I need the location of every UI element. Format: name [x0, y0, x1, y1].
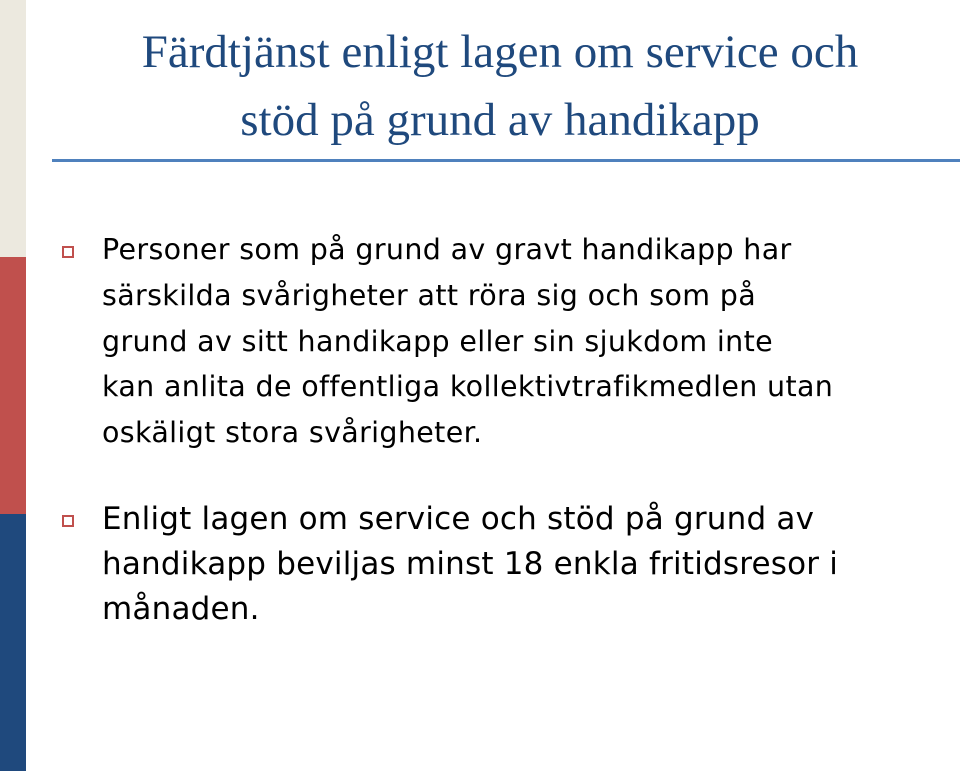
slide-title-line: Färdtjänst enligt lagen om service och — [141, 26, 859, 78]
bullet-text-line: särskilda svårigheter att röra sig och som på — [102, 278, 757, 312]
bullet-text-line: månaden. — [102, 591, 260, 627]
bullet-text-line: Personer som på grund av gravt handikapp har — [102, 233, 792, 266]
bullet-text — [102, 497, 838, 632]
bullet-text-line: grund av sitt handikapp eller sin sjukdom inte — [102, 324, 774, 358]
side-band-blue — [0, 514, 26, 771]
bullet-text-line: handikapp beviljas minst 18 enkla fritidsresor i — [102, 546, 839, 582]
bullet-text-line: oskäligt stora svårigheter. — [102, 416, 483, 450]
side-band-red — [0, 257, 26, 514]
square-bullet-icon — [62, 246, 74, 258]
square-bullet-icon — [62, 515, 74, 527]
bullet-text-line: Enligt lagen om service och stöd på grund av — [102, 501, 815, 537]
slide-title-line: stöd på grund av handikapp — [240, 94, 760, 146]
slide-title — [60, 18, 940, 154]
title-underline — [52, 159, 960, 162]
side-band-beige — [0, 0, 26, 257]
bullet-text-line: kan anlita de offentliga kollektivtrafikmedlen utan — [102, 370, 834, 404]
bullet-text — [102, 227, 833, 456]
